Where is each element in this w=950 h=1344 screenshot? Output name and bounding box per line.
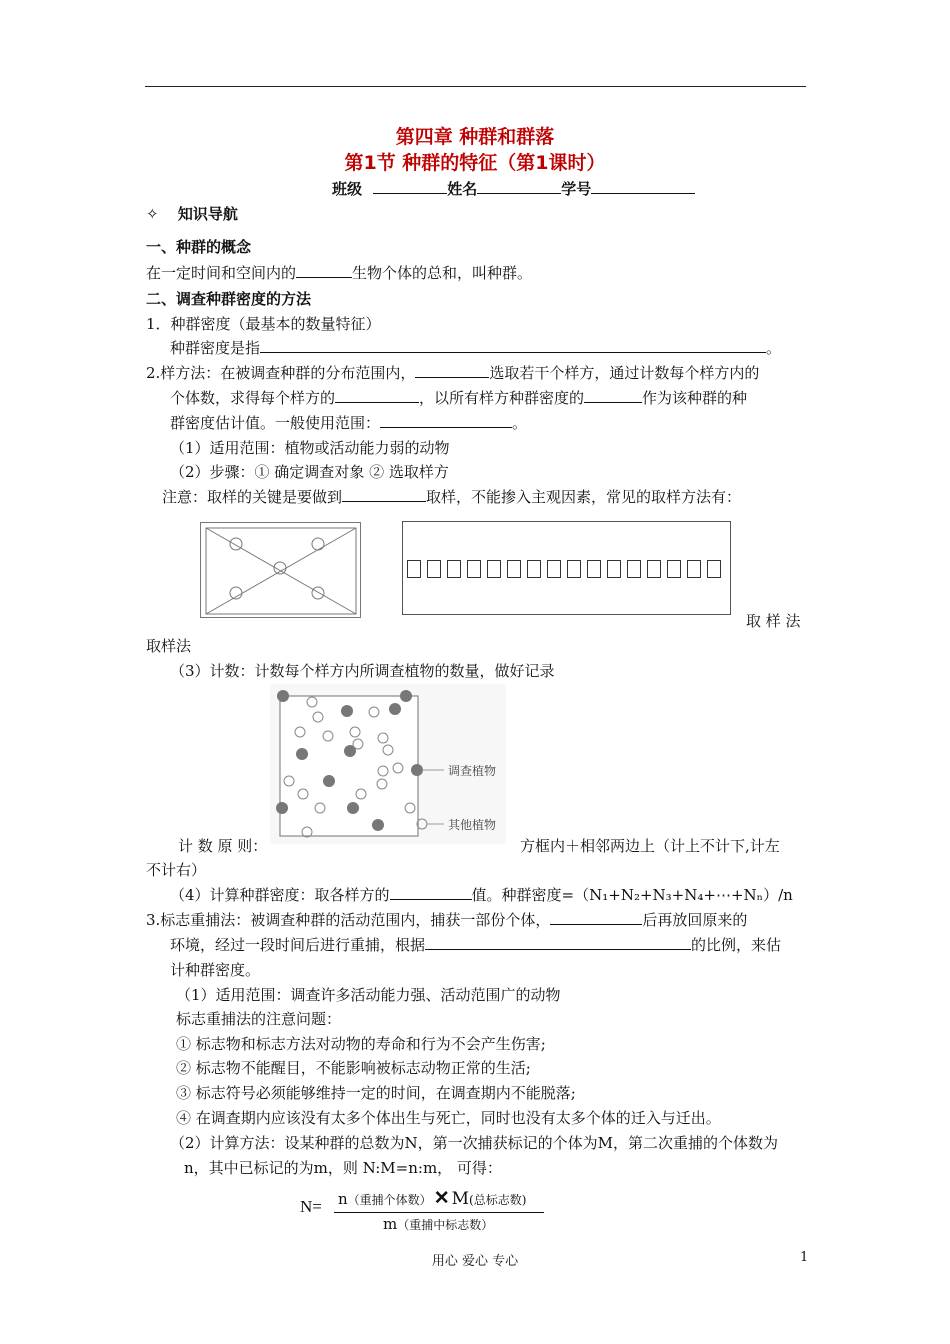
class-label: 班级 (332, 180, 363, 198)
item-1: 1．种群密度（最基本的数量特征） (146, 315, 381, 333)
density-blank[interactable] (335, 388, 419, 403)
footer-motto: 用心 爱心 专心 (431, 1254, 519, 1269)
rule-text-a: 方框内＋相邻两边上（计上不计下,计左 (520, 837, 780, 855)
sample-square (407, 560, 421, 578)
note-item: ① 标志物和标志方法对动物的寿命和行为不会产生伤害; (176, 1035, 546, 1053)
note-item: ③ 标志符号必须能够维持一定的时间，在调查期内不能脱落; (176, 1084, 576, 1102)
rule-text-b: 不计右） (146, 861, 207, 879)
item-2-line-3: 群密度估计值。一般使用范围： 。 (170, 414, 528, 432)
species-blank[interactable] (296, 263, 352, 278)
name-blank[interactable] (477, 179, 561, 194)
item-1-definition: 种群密度是指 。 (170, 339, 782, 357)
five-point-svg (201, 523, 362, 619)
sample-square (607, 560, 621, 578)
scope-3: （1）适用范围：调查许多活动能力强、活动范围广的动物 (176, 986, 561, 1004)
average-blank[interactable] (584, 388, 642, 403)
chapter-title: 第四章 种群和群落 (395, 126, 555, 148)
mean-blank[interactable] (390, 885, 472, 900)
student-info-line (332, 178, 695, 199)
formula-m-note: （重捕中标志数） (397, 1218, 494, 1232)
random-blank[interactable] (415, 363, 489, 378)
item-2-line-2: 个体数，求得每个样方的 ，以所有样方种群密度的 作为该种群的种 (170, 389, 748, 407)
item-3-line-1: 3.标志重捕法：被调查种群的活动范围内，捕获一部份个体， 后再放回原来的 (146, 911, 748, 929)
item-3-line-3: 计种群密度。 (170, 961, 261, 979)
sparkle-icon: ✧ (146, 205, 159, 223)
note-line: 注意：取样的关键是要做到 取样，不能掺入主观因素，常见的取样方法有： (162, 488, 742, 506)
sample-square (487, 560, 501, 578)
legend-other: 其他植物 (448, 818, 497, 832)
rule-label: 计 数 原 则： (178, 837, 268, 855)
formula-n-note: （重捕个体数） (347, 1193, 432, 1207)
count-line: （3）计数：计数每个样方内所调查植物的数量，做好记录 (170, 662, 555, 680)
sample-square (507, 560, 521, 578)
five-point-sampling-diagram (200, 522, 361, 618)
sample-square (587, 560, 601, 578)
method-suffix-2: 取样法 (146, 637, 192, 655)
sample-square (547, 560, 561, 578)
id-blank[interactable] (591, 179, 695, 194)
sample-square (467, 560, 481, 578)
steps-line: （2）步骤：① 确定调查对象 ② 选取样方 (170, 463, 449, 481)
density-definition-blank[interactable] (260, 338, 766, 353)
calc-line: （4）计算种群密度：取各样方的 值。种群密度=（N₁+N₂+N₃+N₄+⋯+Nₙ）/n (170, 886, 793, 904)
section-1-heading: 一、种群的概念 (146, 238, 252, 256)
section-2-heading: 二、调查种群密度的方法 (146, 290, 312, 308)
counting-diagram (270, 684, 506, 844)
ratio-blank[interactable] (425, 935, 691, 950)
sample-square (447, 560, 461, 578)
item-3-line-2: 环境，经过一段时间后进行重捕，根据 的比例，来估 (170, 936, 782, 954)
range-blank[interactable] (380, 413, 512, 428)
legend-target: 调查植物 (448, 764, 497, 778)
sample-square (707, 560, 721, 578)
formula-M: M (451, 1189, 470, 1209)
formula-n: n (338, 1190, 348, 1208)
name-label: 姓名 (447, 180, 478, 198)
class-blank[interactable] (373, 179, 447, 194)
formula-denominator (383, 1215, 493, 1233)
sample-square (627, 560, 641, 578)
sample-square (687, 560, 701, 578)
page-number: 1 (800, 1250, 809, 1265)
knowledge-nav (146, 203, 238, 224)
sample-square (427, 560, 441, 578)
id-label: 学号 (561, 180, 592, 198)
header-rule (145, 86, 806, 87)
sample-square (567, 560, 581, 578)
multiply-icon: ✕ (433, 1187, 450, 1209)
section-title: 第1节 种群的特征（第1课时） (344, 152, 606, 174)
note-item: ④ 在调查期内应该没有太多个体出生与死亡，同时也没有太多个体的迁入与迁出。 (176, 1109, 721, 1127)
calc3-line-1: （2）计算方法：设某种群的总数为N，第一次捕获标记的个体为M，第二次重捕的个体数为 (170, 1134, 779, 1152)
section-1-line: 在一定时间和空间内的 生物个体的总和，叫种群。 (146, 264, 533, 282)
sample-square (667, 560, 681, 578)
fraction-bar (334, 1212, 544, 1213)
formula-lhs: N= (300, 1197, 322, 1216)
formula-numerator (338, 1187, 526, 1209)
nav-label: 知识导航 (177, 205, 238, 223)
sample-squares (407, 559, 721, 578)
formula-M-note: (总标志数) (469, 1193, 527, 1207)
sample-square (527, 560, 541, 578)
notes-title: 标志重捕法的注意问题： (176, 1010, 342, 1028)
note-item: ② 标志物不能醒目，不能影响被标志动物正常的生活; (176, 1059, 531, 1077)
calc3-line-2: n，其中已标记的为m，则 N:M=n:m， 可得： (184, 1159, 502, 1177)
formula-m: m (383, 1215, 398, 1233)
sample-square (647, 560, 661, 578)
mark-blank[interactable] (550, 910, 642, 925)
equidistant-sampling-diagram (402, 521, 731, 615)
random-sampling-blank[interactable] (342, 487, 426, 502)
method-suffix-1: 取 样 法 (746, 612, 801, 630)
scope-line: （1）适用范围：植物或活动能力弱的动物 (170, 439, 450, 457)
item-2-line-1: 2.样方法：在被调查种群的分布范围内， 选取若干个样方，通过计数每个样方内的 (146, 364, 760, 382)
